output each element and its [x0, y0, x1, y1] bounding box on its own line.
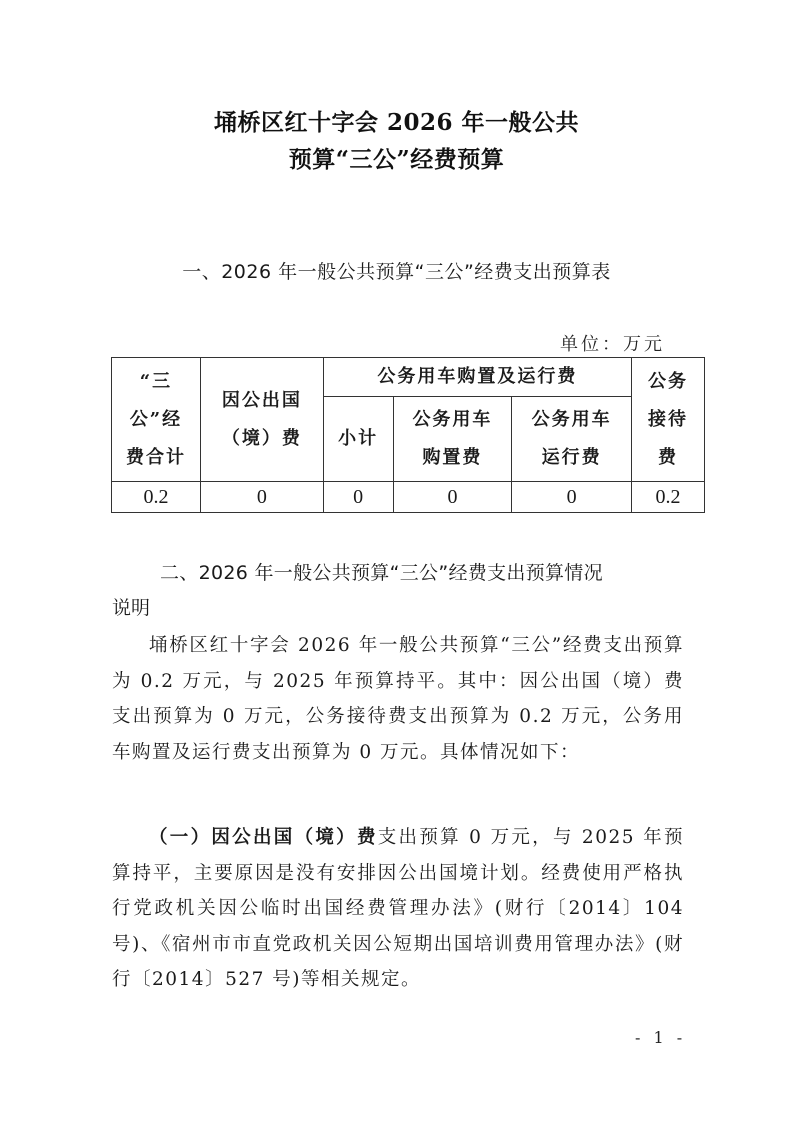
table-header-row-1 [112, 358, 705, 397]
header-overseas [200, 358, 323, 482]
section-2-heading-continued: 说明 [112, 597, 151, 619]
header-overseas-label: 因公出国（境）费 [221, 389, 302, 449]
value-overseas: 0 [200, 482, 323, 513]
value-vehicle-operation: 0 [512, 482, 632, 513]
value-total: 0.2 [112, 482, 201, 513]
value-reception: 0.2 [632, 482, 705, 513]
header-total-label: “三公”经费合计 [125, 370, 186, 468]
section-2-heading: 二、2026 年一般公共预算“三公”经费支出预算情况 [160, 562, 603, 584]
header-vehicle-purchase-label: 公务用车购置费 [412, 409, 493, 468]
overseas-paragraph [112, 820, 684, 998]
table-row [112, 482, 705, 513]
header-vehicle-subtotal-label: 小计 [338, 428, 379, 449]
header-vehicle-operation-label: 公务用车运行费 [531, 409, 612, 468]
header-vehicle-group [323, 358, 631, 397]
document-title-line-2: 预算“三公”经费预算 [288, 146, 505, 173]
value-vehicle-subtotal: 0 [323, 482, 393, 513]
document-title-line-1: 埇桥区红十字会 2026 年一般公共 [213, 109, 580, 136]
summary-paragraph: 埇桥区红十字会 2026 年一般公共预算“三公”经费支出预算为 0.2 万元，与 2025 年预算持平。其中：因公出国（境）费支出预算为 0 万元，公务接待费支出预算为 0.2 万元，公务用车购置及运行费支出预算为 0 万元。具体情况如下： [112, 635, 684, 763]
overseas-paragraph-lead: （一）因公出国（境）费 [149, 827, 378, 848]
header-vehicle-purchase [393, 397, 512, 482]
header-reception-label: 公务接待费 [648, 370, 689, 468]
section-1-heading: 一、2026 年一般公共预算“三公”经费支出预算表 [182, 261, 611, 283]
header-vehicle-group-label: 公务用车购置及运行费 [377, 366, 578, 387]
value-vehicle-purchase: 0 [393, 482, 512, 513]
page-number: - 1 - [635, 1028, 687, 1047]
unit-label: 单位：万元 [560, 334, 665, 355]
budget-table [111, 357, 705, 513]
overseas-paragraph-body: 支出预算 0 万元，与 2025 年预算持平，主要原因是没有安排因公出国境计划。经费使用严格执行党政机关因公临时出国经费管理办法》(财行〔2014〕104 号)、《宿州市市直党政机关因公短期出国培训费用管理办法》(财行〔2014〕527 号)等相关规定。 [112, 827, 684, 990]
header-vehicle-subtotal [323, 397, 393, 482]
header-vehicle-operation [512, 397, 632, 482]
header-total [112, 358, 201, 482]
header-reception [632, 358, 705, 482]
